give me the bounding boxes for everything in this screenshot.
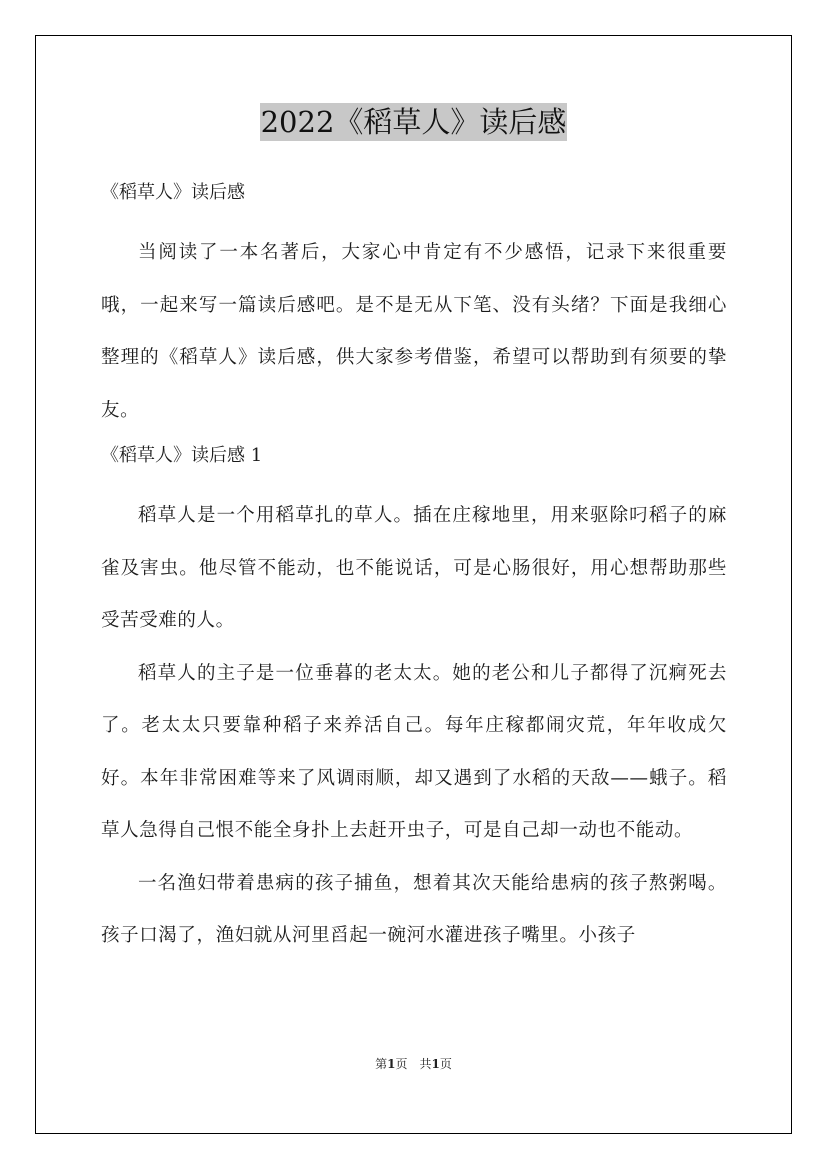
- section-heading: 《稻草人》读后感 1: [101, 445, 263, 466]
- footer-total-pages: 1: [431, 1057, 440, 1071]
- footer-mid: 页 共: [395, 1057, 432, 1071]
- page-footer: [0, 1056, 827, 1072]
- body-paragraph-2: 稻草人的主子是一位垂暮的老太太。她的老公和儿子都得了沉痾死去了。老太太只要靠种稻子来养活自己。每年庄稼都闹灾荒，年年收成欠好。本年非常困难等来了风调雨顺，却又遇到了水稻的天敌——蛾子。稻草人急得自己恨不能全身扑上去赶开虫子，可是自己却一动也不能动。: [101, 662, 727, 841]
- document-title-wrap: [0, 103, 827, 141]
- subtitle-heading: 《稻草人》读后感: [101, 182, 245, 203]
- body-paragraph-3: 一名渔妇带着患病的孩子捕鱼，想着其次天能给患病的孩子熬粥喝。孩子口渴了，渔妇就从河里舀起一碗河水灌进孩子嘴里。小孩子: [101, 872, 727, 946]
- intro-paragraph: 当阅读了一本名著后，大家心中肯定有不少感悟，记录下来很重要哦，一起来写一篇读后感吧。是不是无从下笔、没有头绪？下面是我细心整理的《稻草人》读后感，供大家参考借鉴，希望可以帮助到有须要的挚友。: [101, 242, 727, 421]
- document-title: 2022《稻草人》读后感: [260, 105, 567, 139]
- footer-prefix: 第: [375, 1057, 388, 1071]
- body-paragraph-1: 稻草人是一个用稻草扎的草人。插在庄稼地里，用来驱除叼稻子的麻雀及害虫。他尽管不能动，也不能说话，可是心肠很好，用心想帮助那些受苦受难的人。: [101, 505, 727, 631]
- footer-suffix: 页: [439, 1057, 452, 1071]
- footer-page-number: 1: [387, 1057, 396, 1071]
- document-body: [101, 176, 727, 963]
